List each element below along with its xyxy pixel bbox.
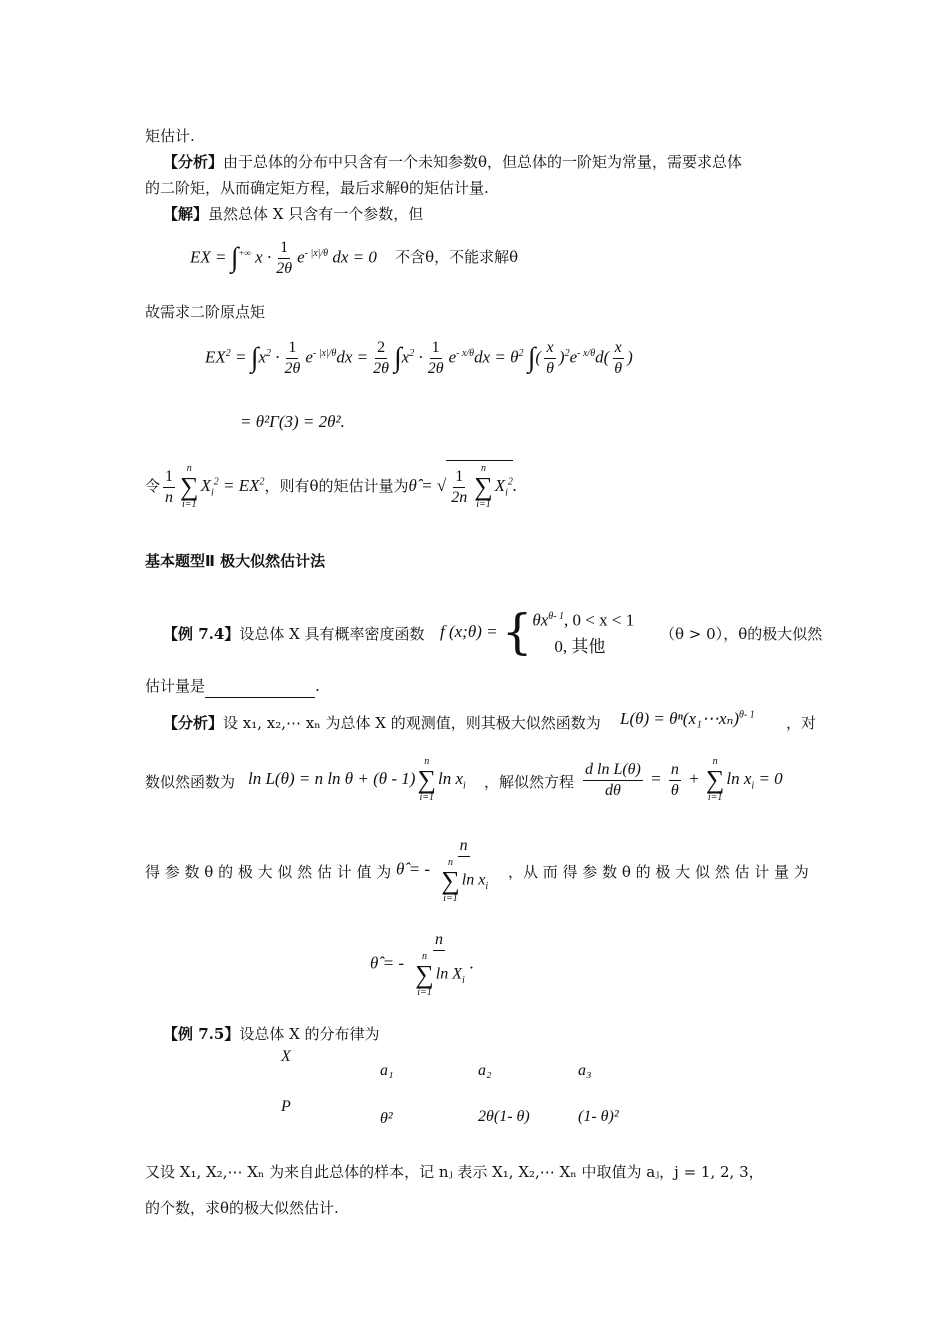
solution-tag: 【解】 bbox=[163, 205, 209, 223]
moment-text: ，则有θ的矩估计量为 bbox=[264, 476, 409, 495]
example-7-5 bbox=[163, 1022, 380, 1046]
final-line-1: 又设 X₁, X₂,⋯ Xₙ 为来自此总体的样本，记 nⱼ 表示 X₁, X₂,⋯ Xₙ 中取值为 aⱼ，j = 1, 2, 3， bbox=[145, 1163, 764, 1181]
density-function: f (x;θ) = { $\theta x^{\theta- 1}$, 0 < x < 1 0, 其他 bbox=[440, 604, 635, 660]
let-word: 令 bbox=[145, 476, 161, 495]
ex-rhs: dx = 0 bbox=[332, 247, 377, 267]
text-line-3: 的二阶矩，从而确定矩方程，最后求解θ的矩估计量. bbox=[145, 179, 489, 197]
row-label-x: X bbox=[281, 1048, 291, 1065]
ex2-result: = θ²Γ(3) = 2θ². bbox=[240, 412, 345, 431]
case-2: 0, 其他 bbox=[554, 636, 606, 656]
example-7-5-text: 设总体 X 的分布律为 bbox=[239, 1025, 380, 1043]
analysis-7-4-text: 设 x₁, x₂,⋯ xₙ 为总体 X 的观测值，则其极大似然函数为 bbox=[223, 714, 601, 732]
answer-blank[interactable] bbox=[205, 681, 315, 698]
analysis-tail: ，对 bbox=[786, 714, 817, 732]
example-7-4-tail-text: ，θ的极大似然 bbox=[723, 625, 823, 643]
example-7-4-line-2 bbox=[145, 674, 320, 698]
likelihood-function: L(θ) = θⁿ(x₁⋯xₙ)$^{\theta- 1}$ bbox=[620, 709, 755, 728]
case-1-cond: , 0 < x < 1 bbox=[564, 610, 635, 630]
ex-formula: EX = ∫+∞ x · $\frac{1}{2\theta}$ $e^{- |x|/\theta}$ dx = 0 不含θ，不能求解θ bbox=[190, 239, 519, 277]
text-line-6: 故需求二阶原点矩 bbox=[145, 303, 266, 321]
example-7-4-text: 设总体 X 具有概率密度函数 bbox=[239, 625, 425, 643]
final-line-2: 的个数，求θ的极大似然估计. bbox=[145, 1199, 339, 1217]
integral-sign: ∫ bbox=[250, 342, 259, 374]
example-7-4-tag: 【例 7.4】 bbox=[163, 625, 240, 643]
analysis-text: 由于总体的分布中只含有一个未知参数θ，但总体的一阶矩为常量，需要求总体 bbox=[223, 153, 743, 171]
solve-text: ，解似然方程 bbox=[484, 773, 575, 791]
ex-note: 不含θ，不能求解θ bbox=[395, 248, 519, 267]
prob-2: 2θ(1- θ) bbox=[478, 1108, 530, 1125]
section-heading: 基本题型Ⅱ 极大似然估计法 bbox=[145, 552, 326, 570]
row-label-p: P bbox=[281, 1098, 291, 1115]
example-7-5-tag: 【例 7.5】 bbox=[163, 1025, 240, 1043]
text-line-2 bbox=[163, 150, 742, 174]
estimate-value: θ̂ = - n n ∑ i=1 $\ln x_i$ bbox=[396, 837, 489, 904]
ex2-formula: $EX^2 = \int x^2$ · $\frac{1}{2\theta}$ $e^{- |x|/\theta}dx$ = $\frac{2}{2\theta}$ $\int x^2$ · $\frac{1}{2\theta}$ $e^{- x/\theta}dx = \theta^2$ ∫( $\frac{x}{\theta}$ )$^2e^{- x/\theta}d$( $\frac{x}{\theta}$ ) bbox=[205, 339, 633, 377]
analysis-tag: 【分析】 bbox=[163, 153, 224, 171]
value-a1: a₁ bbox=[380, 1062, 394, 1079]
analysis-7-4-line-3-tail: ，从 而 得 参 数 θ 的 极 大 似 然 估 计 量 为 bbox=[508, 863, 809, 881]
answer-prompt: 估计量是 bbox=[145, 677, 206, 695]
analysis-7-4-line-2: 数似然函数为 bbox=[145, 773, 236, 791]
value-a2: a₂ bbox=[478, 1062, 492, 1079]
likelihood-expr: L(θ) = θⁿ(x₁⋯xₙ) bbox=[620, 709, 740, 728]
analysis-7-4-line-3: 得 参 数 θ 的 极 大 似 然 估 计 值 为 bbox=[145, 863, 392, 881]
theta-cond: （θ > 0） bbox=[660, 625, 724, 643]
prob-1: θ² bbox=[380, 1110, 393, 1127]
value-a3: a₃ bbox=[578, 1062, 592, 1079]
integral-sign: ∫ bbox=[230, 242, 239, 274]
equation-rhs: = 0 bbox=[754, 768, 783, 788]
fraction: $\frac{1}{2\theta}$ bbox=[276, 239, 293, 277]
exponent: - |x|/θ bbox=[304, 247, 329, 259]
prob-3: (1- θ)² bbox=[578, 1108, 619, 1125]
analysis-7-4-tag: 【分析】 bbox=[163, 714, 224, 732]
example-7-4 bbox=[163, 622, 425, 646]
ex-lhs: EX = bbox=[190, 247, 231, 267]
text-line-4 bbox=[163, 202, 423, 226]
moment-equation: 令 $\frac{1}{n}$ n ∑ i=1 $X_i^2 = EX^2$，则有θ的矩估计量为θ̂ = √ $\frac{1}{2n}$ n ∑ i=1 $X_i^2$. bbox=[145, 460, 517, 511]
log-likelihood-expr: ln L(θ) = n ln θ + (θ - 1) bbox=[248, 768, 416, 788]
log-likelihood: ln L(θ) = n ln θ + (θ - 1) n ∑ i=1 $\ln x_i$ bbox=[248, 756, 466, 803]
example-7-4-tail bbox=[660, 622, 822, 646]
integral-upper: +∞ bbox=[238, 247, 251, 258]
likelihood-equation: $\frac{\text{d ln L(θ)}}{d\theta}$ = $\frac{n}{\theta}$ + n ∑ i=1 $\ln x_i = 0$ bbox=[585, 756, 783, 803]
answer-end: . bbox=[315, 677, 320, 695]
analysis-7-4-line-1 bbox=[163, 711, 601, 735]
estimator: θ̂ = - n n ∑ i=1 $\ln X_i$ . bbox=[370, 931, 475, 998]
solution-text: 虽然总体 X 只含有一个参数，但 bbox=[208, 205, 424, 223]
case-1: θx bbox=[532, 610, 549, 630]
text-line-1: 矩估计. bbox=[145, 127, 195, 145]
ex2-lhs: EX bbox=[205, 347, 226, 367]
